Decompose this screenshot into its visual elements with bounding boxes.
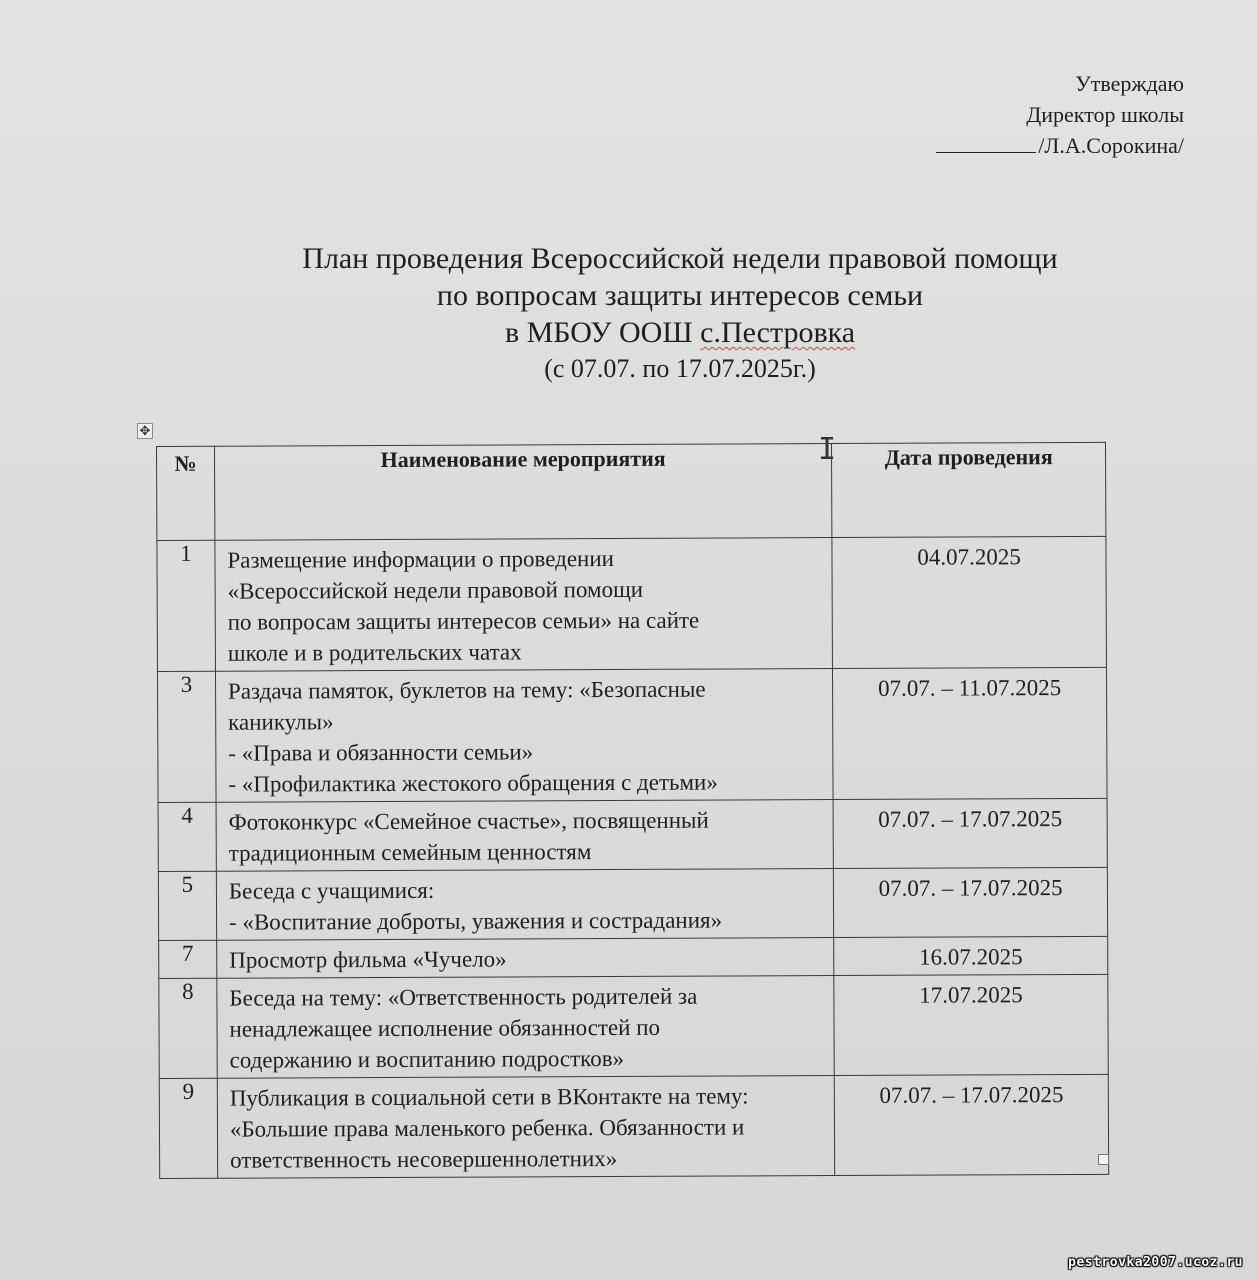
title-line-3: [200, 314, 1160, 351]
event-name-line: Размещение информации о проведении: [227, 546, 614, 573]
event-name: [217, 1076, 835, 1179]
row-number: 1: [157, 540, 216, 671]
event-name-line: - «Права и обязанности семьи»: [228, 739, 534, 766]
document-title: [200, 240, 1160, 387]
event-name: [215, 538, 833, 672]
approval-line-approve: Утверждаю: [1075, 71, 1184, 96]
event-name: [215, 669, 833, 803]
table-row: [157, 667, 1107, 802]
text-cursor-icon: I: [818, 432, 837, 467]
table-resize-handle[interactable]: [1098, 1154, 1109, 1165]
row-number: 4: [158, 802, 216, 871]
header-date: Дата проведения: [832, 442, 1106, 537]
event-name-line: традиционным семейным ценностям: [228, 839, 592, 866]
event-name: [216, 800, 834, 872]
event-name-line: Просмотр фильма «Чучело»: [229, 946, 507, 973]
table-move-icon[interactable]: ✥: [137, 423, 153, 439]
approval-signature-name: /Л.А.Сорокина/: [1038, 133, 1184, 158]
event-name-line: - «Профилактика жестокого обращения с детьми»: [228, 769, 718, 797]
header-name: Наименование мероприятия: [214, 444, 832, 541]
event-date: 17.07.2025: [834, 974, 1108, 1075]
event-name-line: каникулы»: [228, 709, 334, 735]
title-line-2: по вопросам защиты интересов семьи: [436, 279, 924, 312]
signature-line: [936, 140, 1036, 153]
event-date: 16.07.2025: [834, 936, 1108, 975]
table-row: [158, 867, 1107, 940]
event-name-line: Публикация в социальной сети в ВКонтакте на тему:: [229, 1083, 749, 1111]
event-date: 07.07. – 17.07.2025: [835, 1074, 1109, 1175]
event-name-line: школе и в родительских чатах: [227, 639, 522, 666]
event-date: 07.07. – 11.07.2025: [833, 667, 1107, 799]
event-name-line: Беседа с учащимися:: [228, 877, 435, 904]
approval-stamp: [936, 68, 1184, 161]
event-name-line: Беседа на тему: «Ответственность родителей за: [229, 983, 698, 1011]
event-name-line: Фотоконкурс «Семейное счастье», посвященный: [228, 807, 709, 835]
events-table: [156, 442, 1109, 1179]
event-date: 07.07. – 17.07.2025: [834, 867, 1108, 937]
approval-line-position: Директор школы: [1026, 102, 1184, 127]
header-num: №: [157, 446, 215, 540]
event-name-line: содержанию и воспитанию подростков»: [229, 1045, 625, 1073]
title-school: в МБОУ ООШ: [504, 316, 701, 349]
event-name-line: Раздача памяток, буклетов на тему: «Безопасные: [227, 676, 706, 704]
title-period: (с 07.07. по 17.07.2025г.): [544, 354, 816, 383]
table-row: [159, 936, 1108, 978]
event-date: 04.07.2025: [832, 536, 1106, 668]
row-number: 5: [158, 871, 216, 940]
event-name-line: «Большие права маленького ребенка. Обязанности и: [229, 1114, 745, 1142]
table-row: [158, 798, 1107, 871]
table-header-row: [157, 442, 1106, 540]
site-watermark: pestrovka2007.ucoz.ru: [1068, 1255, 1243, 1270]
event-name-line: «Всероссийской недели правовой помощи: [227, 576, 644, 604]
row-number: 8: [159, 978, 217, 1078]
event-name-line: - «Воспитание доброты, уважения и сострадания»: [228, 907, 723, 935]
row-number: 7: [159, 940, 217, 978]
title-line-1: План проведения Всероссийской недели правовой помощи: [302, 242, 1058, 275]
table-body: [157, 536, 1109, 1178]
row-number: 3: [157, 671, 216, 802]
event-date: 07.07. – 17.07.2025: [833, 798, 1107, 868]
row-number: 9: [159, 1078, 217, 1178]
table-row: [157, 536, 1107, 671]
event-name: [217, 938, 834, 979]
event-name-line: по вопросам защиты интересов семьи» на сайте: [227, 607, 700, 635]
event-name: [216, 869, 834, 941]
event-name: [217, 976, 835, 1079]
approval-line-signature: [936, 130, 1184, 161]
event-name-line: ответственность несовершеннолетних»: [229, 1145, 618, 1173]
table-row: [159, 1074, 1108, 1178]
event-name-line: ненадлежащее исполнение обязанностей по: [229, 1014, 661, 1042]
table-row: [159, 974, 1108, 1078]
title-place: с.Пестровка: [700, 316, 856, 349]
